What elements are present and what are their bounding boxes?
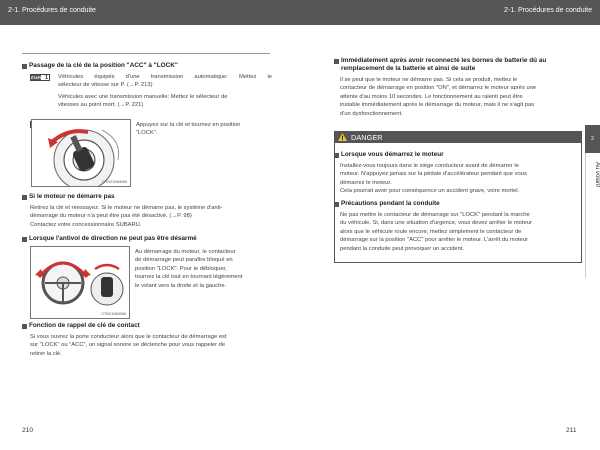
step-1-badge: ÉTAPE 1 [31, 75, 48, 81]
right-page-number: 211 [566, 427, 577, 434]
left-divider [22, 53, 270, 54]
danger-item-driving-title: Précautions pendant la conduite [334, 200, 581, 208]
figure-code: CTN21MM066 [101, 312, 126, 316]
left-page-number: 210 [22, 427, 34, 434]
danger-item-start-title: Lorsque vous démarrez le moteur [334, 151, 581, 159]
section-key-reminder-title: Fonction de rappel de clé de contact [22, 322, 279, 330]
steering-wheel-figure [30, 246, 130, 319]
chapter-number: 2 [585, 125, 600, 153]
step-1-text: Véhicules équipés d'une transmission automatique: Mettez le sélecteur de vitesse sur P. (→P. 213) Véhicules avec une transmission manuelle: Mettez le sélecteur de vitesses au point mort. (→P. 221) [58, 74, 272, 109]
ignition-key-figure [31, 119, 131, 187]
section-battery-text: Il se peut que le moteur ne démarre pas. Si cela se produit, mettez le contacteur de démarrage en position "ON", et démarrez le moteur après une attente d'au moins 10 secondes. Le fonctionnement au ralenti peut être instable immédiatement après le démarrage du moteur, mais il ne s'agit pas d'un dysfonctionnement. [340, 77, 537, 117]
danger-item-start-text: Installez-vous toujours dans le siège conducteur avant de démarrer le moteur. N'appuyez jamais sur la pédale d'accélérateur pendant que vous démarrez le moteur. Cela pourrait avoir pour conséquence un accident grave, voire mortel. [340, 163, 527, 195]
section-steering-lock-text: Au démarrage du moteur, le contacteur de démarrage peut paraître bloqué en position "LOCK". Pour le débloquer, tournez la clé tout en tournant légèrement le volant vers la droite et la gauche. [135, 249, 243, 289]
danger-header [334, 131, 582, 143]
step-2-text: Appuyez sur la clé et tournez en position "LOCK". [136, 122, 241, 137]
danger-label: DANGER [351, 133, 383, 142]
header-left-title: 2-1. Procédures de conduite [8, 7, 96, 14]
danger-item-driving-text: Ne pas mettre le contacteur de démarrage sur "LOCK" pendant la marche du véhicule. Si, dans une situation d'urgence, vous devez arrêter le moteur alors que le véhicule roule encore, mettez simplement le contacteur de démarrage sur la position "ACC" pour arrêter le moteur. L'arrêt du moteur pendant la conduite peut provoquer un accident. [340, 212, 532, 252]
section-battery-title: Immédiatement après avoir reconnecté les bornes de batterie dû au remplacement de la batterie et ainsi de suite [334, 57, 589, 73]
section-steering-lock-title: Lorsque l'antivol de direction ne peut pas être désarmé [22, 235, 279, 243]
section-engine-no-start-text: Retirez la clé et réessayez. Si le moteur ne démarre pas, le système d'anti- démarrage du moteur n'a peut être pas été désactivé. (→P. 98) Contactez votre concessionnaire SUBARU. [30, 205, 223, 228]
section-engine-no-start-title: Si le moteur ne démarre pas [22, 193, 279, 201]
page-header [0, 0, 600, 25]
header-right-title: 2-1. Procédures de conduite [504, 7, 592, 14]
steering-wheel-illustration [31, 247, 129, 318]
section-acc-lock-title: Passage de la clé de la position "ACC" à "LOCK" [22, 62, 279, 70]
ignition-key-illustration [32, 120, 130, 186]
warning-triangle-icon [338, 133, 347, 141]
section-key-reminder-text: Si vous ouvrez la porte conducteur alors que le contacteur de démarrage est sur "LOCK" ou "ACC", un signal sonore se déclenche pour vous rappeler de retirer la clé. [30, 334, 227, 357]
figure-code: CTN21MM065 [102, 180, 127, 184]
chapter-label: Au volant [594, 162, 600, 188]
